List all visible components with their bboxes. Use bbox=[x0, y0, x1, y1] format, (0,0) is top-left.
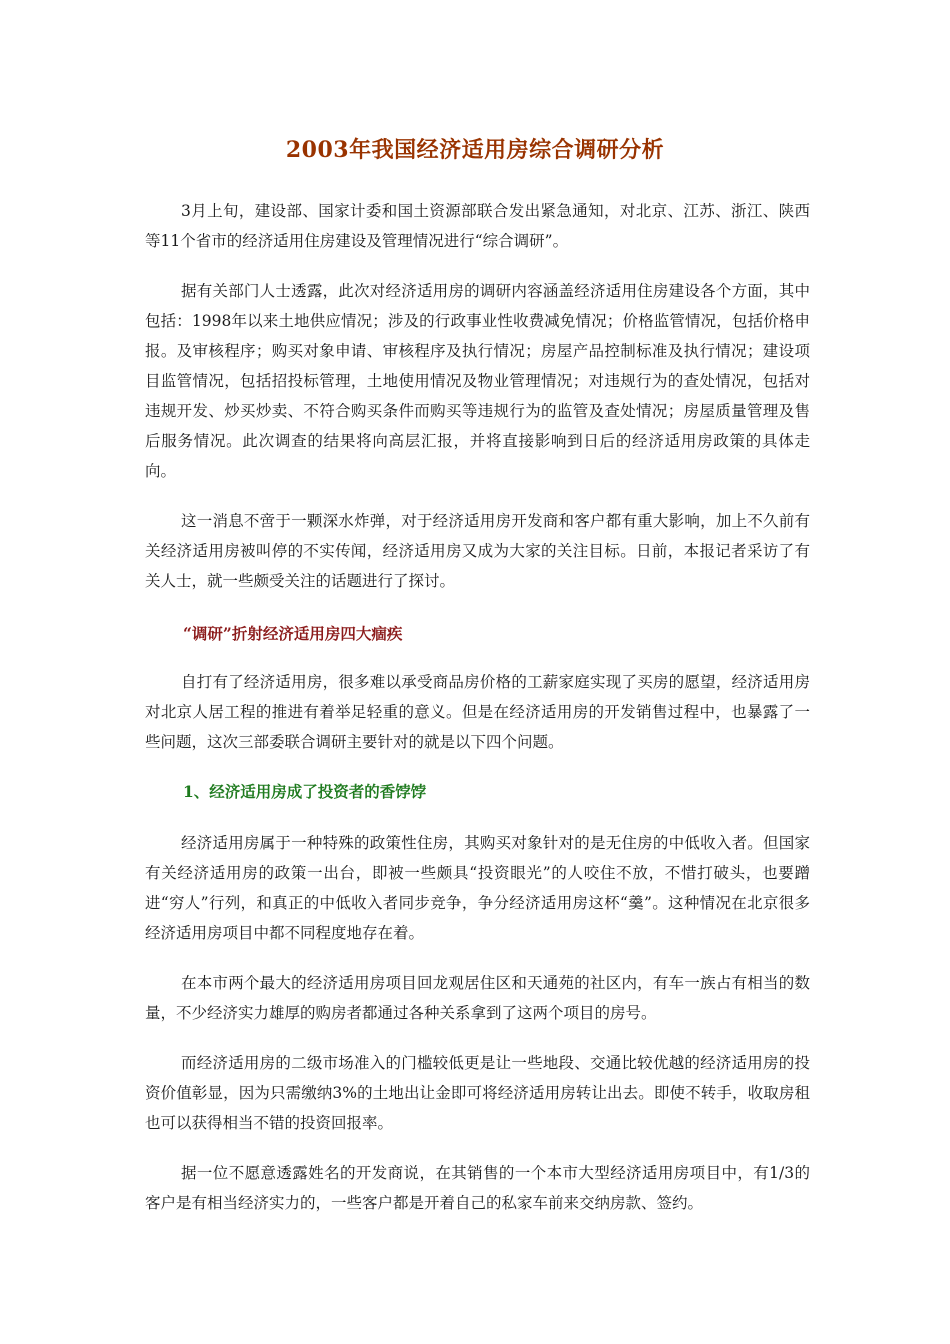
paragraph-impact: 这一消息不啻于一颗深水炸弹，对于经济适用房开发商和客户都有重大影响，加上不久前有关经济适用房被叫停的不实传闻，经济适用房又成为大家的关注目标。日前，本报记者采访了有关人士，就一些颇受关注的话题进行了探讨。 bbox=[145, 512, 810, 590]
subheading-1: 1、经济适用房成了投资者的香饽饽 bbox=[183, 782, 427, 801]
paragraph-developer-quote: 据一位不愿意透露姓名的开发商说，在其销售的一个本市大型经济适用房项目中，有1/3的客户是有相当经济实力的，一些客户都是开着自己的私家车前来交纳房款、签约。 bbox=[145, 1164, 810, 1212]
paragraph-policy-abuse: 经济适用房属于一种特殊的政策性住房，其购买对象针对的是无住房的中低收入者。但国家有关经济适用房的政策一出台，即被一些颇具“投资眼光”的人咬住不放，不惜打破头，也要蹭进“穷人”行列，和真正的中低收入者同步竞争，争分经济适用房这杯“羹”。这种情况在北京很多经济适用房项目中都不同程度地存在着。 bbox=[145, 834, 810, 942]
paragraph-survey-scope: 据有关部门人士透露，此次对经济适用房的调研内容涵盖经济适用住房建设各个方面，其中包括：1998年以来土地供应情况；涉及的行政事业性收费减免情况；价格监管情况，包括价格申报。及审核程序；购买对象申请、审核程序及执行情况；房屋产品控制标准及执行情况；建设项目监管情况，包括招投标管理，土地使用情况及物业管理情况；对违规行为的查处情况，包括对违规开发、炒买炒卖、不符合购买条件而购买等违规行为的监管及查处情况；房屋质量管理及售后服务情况。此次调查的结果将向高层汇报，并将直接影响到日后的经济适用房政策的具体走向。 bbox=[145, 282, 810, 480]
document-title: 2003年我国经济适用房综合调研分析 bbox=[285, 137, 665, 163]
paragraph-car-owners: 在本市两个最大的经济适用房项目回龙观居住区和天通苑的社区内，有车一族占有相当的数量，不少经济实力雄厚的购房者都通过各种关系拿到了这两个项目的房号。 bbox=[145, 974, 810, 1022]
paragraph-secondary-market: 而经济适用房的二级市场准入的门槛较低更是让一些地段、交通比较优越的经济适用房的投资价值彰显，因为只需缴纳3%的土地出让金即可将经济适用房转让出去。即使不转手，收取房租也可以获得相当不错的投资回报率。 bbox=[145, 1054, 810, 1132]
section-heading: “调研”折射经济适用房四大痼疾 bbox=[183, 624, 403, 643]
paragraph-intro: 3月上旬，建设部、国家计委和国土资源部联合发出紧急通知，对北京、江苏、浙江、陕西等11个省市的经济适用住房建设及管理情况进行“综合调研”。 bbox=[145, 202, 810, 250]
paragraph-background: 自打有了经济适用房，很多难以承受商品房价格的工薪家庭实现了买房的愿望，经济适用房对北京人居工程的推进有着举足轻重的意义。但是在经济适用房的开发销售过程中，也暴露了一些问题，这次三部委联合调研主要针对的就是以下四个问题。 bbox=[145, 673, 810, 751]
